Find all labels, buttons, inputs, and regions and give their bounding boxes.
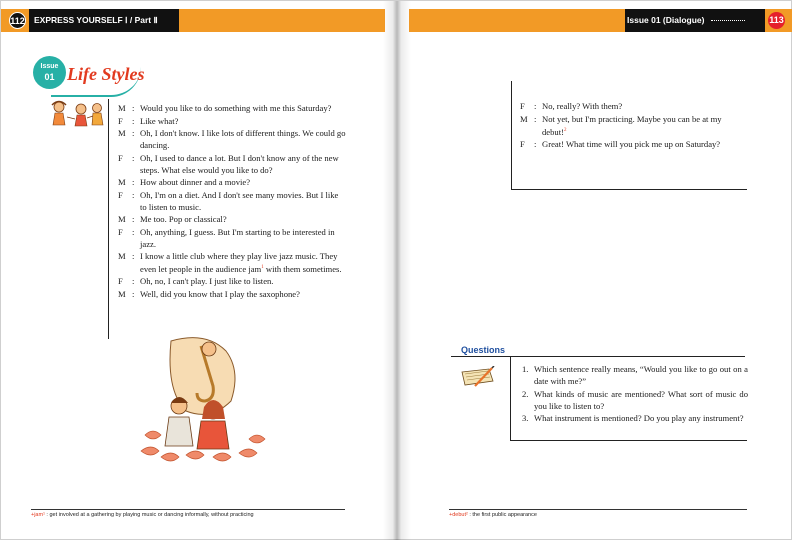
speaker-label: F — [118, 226, 123, 237]
question-item — [522, 388, 748, 412]
dialogue-text: Well, did you know that I play the saxophone? — [140, 288, 300, 299]
dialogue-line: M : Would you like to do something with me this Saturday? — [118, 102, 346, 114]
right-dialogue-bottom-rule — [511, 189, 747, 190]
question-text: What kinds of music are mentioned? What sort of music do you like to listen to? — [534, 388, 748, 411]
question-text: Which sentence really means, “Would you like to go out on a date with me?” — [534, 364, 748, 386]
dialogue-line: M : I know a little club where they play live jazz music. They even let people in the audience jam$^1$ with them sometimes. — [118, 250, 346, 275]
footnote-text: : the first public appearance — [467, 512, 537, 518]
dialogue-text: I know a little club where they play live jazz music. They even let people in the audience jam — [140, 251, 338, 274]
left-footnote — [31, 512, 254, 518]
question-text: What instrument is mentioned? Do you play any instrument? — [534, 413, 744, 423]
dialogue-text: Oh, I don't know. I like lots of different things. We could go dancing. — [140, 128, 346, 150]
speaker-label: F — [520, 101, 525, 111]
right-header-bar — [409, 9, 792, 32]
dialogue-text: No, really? With them? — [542, 101, 623, 111]
speaker-label: F — [118, 189, 123, 200]
left-page-number: 112 — [9, 12, 26, 29]
left-dialogue — [118, 102, 346, 300]
issue-badge-label: Issue — [40, 63, 59, 70]
dialogue-text-with-note — [542, 113, 744, 138]
dialogue-text: Oh, I'm on a diet. And I don't see many movies. But I like to listen to music. — [140, 189, 339, 212]
dialogue-line: F : Like what? — [118, 115, 346, 127]
question-item — [522, 363, 748, 387]
dialogue-text: Oh, I used to dance a lot. But I don't know any of the new steps. What else would you like to do? — [140, 152, 339, 175]
speaker-label: M — [118, 177, 126, 187]
dialogue-line: M : How about dinner and a movie? — [118, 176, 346, 188]
speaker-label: M — [118, 103, 126, 113]
dialogue-line: F : Oh, I'm on a diet. And I don't see many movies. But I like to listen to music. — [118, 189, 346, 213]
speaker-label: M — [118, 251, 126, 261]
dialogue-text: Not yet, but I'm practicing. Maybe you can be at my debut! — [542, 113, 722, 137]
dialogue-text-continued: with them sometimes. — [263, 263, 342, 274]
issue-badge — [33, 56, 66, 89]
question-number: 1. — [522, 364, 529, 374]
left-header-title: EXPRESS YOURSELF Ⅰ / Part Ⅱ — [34, 15, 158, 25]
speaker-label: M — [520, 113, 528, 124]
dialogue-text: Me too. Pop or classical? — [140, 214, 227, 224]
question-number: 3. — [522, 413, 529, 423]
questions-bottom-rule — [510, 440, 747, 441]
dialogue-text: Like what? — [140, 115, 179, 126]
book-gutter-shadow — [383, 1, 411, 540]
note-marker: 2 — [563, 127, 567, 133]
dialogue-line: F : No, really? With them? — [520, 100, 744, 112]
dialogue-line: M : Not yet, but I'm practicing. Maybe you can be at my debut!$^2$ — [520, 113, 744, 138]
dialogue-line: M : Oh, I don't know. I like lots of different things. We could go dancing. — [118, 128, 346, 150]
right-footnote — [449, 512, 537, 518]
dialogue-text-with-note — [140, 250, 346, 275]
left-header-bar — [1, 9, 385, 32]
header-dotted-leader — [711, 20, 745, 21]
right-dialogue — [520, 100, 744, 150]
dialogue-left-rule — [108, 99, 109, 339]
dialogue-line: F : Oh, no, I can't play. I just like to listen. — [118, 275, 346, 287]
dialogue-line: M : Me too. Pop or classical? — [118, 213, 346, 225]
question-number: 2. — [522, 388, 529, 399]
dialogue-line: F : Great! What time will you pick me up on Saturday? — [520, 138, 744, 150]
kids-dancing-illustration — [47, 99, 105, 129]
saxophone-couple-illustration — [131, 331, 281, 471]
footnote-text: : get involved at a gathering by playing music or dancing informally, without practicing — [44, 512, 254, 518]
dialogue-text: How about dinner and a movie? — [140, 177, 251, 187]
speaker-label: M — [118, 128, 126, 138]
dialogue-text: Oh, anything, I guess. But I'm starting to be interested in jazz. — [140, 226, 335, 249]
speaker-label: M — [118, 214, 126, 224]
speaker-label: M — [118, 288, 126, 299]
questions-left-rule — [510, 356, 511, 440]
issue-badge-number: 01 — [44, 72, 55, 82]
left-footnote-rule — [31, 509, 345, 510]
speaker-label: F — [118, 276, 123, 287]
section-title: Life Styles — [67, 64, 145, 84]
dialogue-line: F : Oh, anything, I guess. But I'm starting to be interested in jazz. — [118, 226, 346, 250]
notebook-pencil-icon — [459, 366, 495, 388]
dialogue-text: Great! What time will you pick me up on Saturday? — [542, 138, 721, 149]
speaker-label: F — [520, 138, 525, 149]
note-marker: 1 — [261, 265, 264, 270]
right-header-title: Issue 01 (Dialogue) — [627, 15, 705, 25]
right-footnote-rule — [449, 509, 747, 510]
questions-list — [522, 363, 748, 425]
dialogue-line: M : Well, did you know that I play the saxophone? — [118, 288, 346, 300]
dialogue-text: Oh, no, I can't play. I just like to listen. — [140, 276, 274, 287]
right-page-number: 113 — [768, 12, 785, 29]
dialogue-line: F : Oh, I used to dance a lot. But I don't know any of the new steps. What else would you like to do? — [118, 152, 346, 176]
footnote-term: +debut² — [449, 512, 468, 518]
dialogue-text: Would you like to do something with me this Saturday? — [140, 103, 332, 113]
speaker-label: F — [118, 115, 123, 126]
footnote-term: +jam¹ — [31, 512, 45, 518]
question-item — [522, 412, 748, 424]
questions-heading: Questions — [461, 345, 506, 355]
right-dialogue-rule — [511, 81, 512, 189]
questions-top-rule — [451, 356, 745, 357]
speaker-label: F — [118, 152, 123, 163]
